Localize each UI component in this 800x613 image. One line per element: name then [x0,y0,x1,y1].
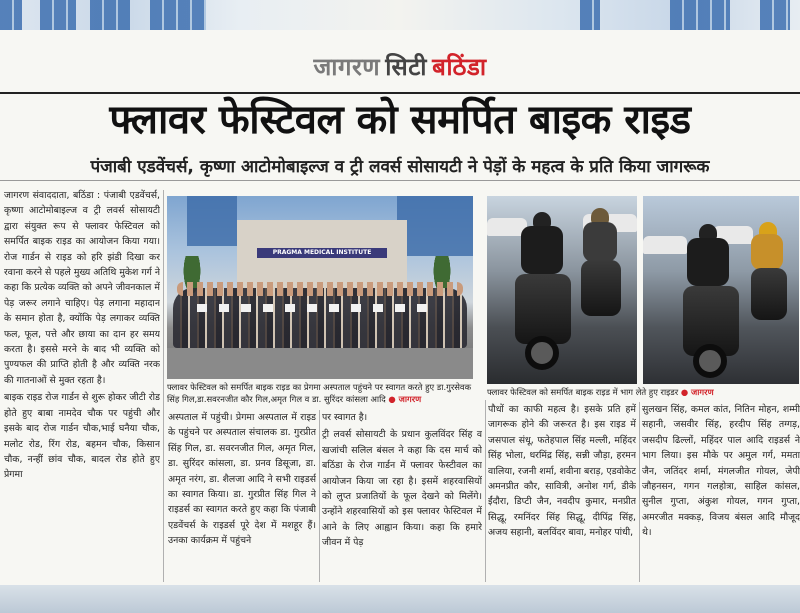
building-windows [40,0,76,30]
article-paragraph: ट्री लवर्स सोसायटी के प्रधान कुलविंदर सिंह व खजांची सलिल बंसल ने कहा कि दस मार्च को बठिंडा के रोज गार्डन में फ्लावर फेस्टीवल का आयोजन किया जा रहा है। इसमें शहरवासियों को लुप्त प्रजातियों के फूल देखने को मिलेंगे। उन्होंने शहरवासियों को इस फ्लावर फेस्टिवल में आने के लिए आह्वान किया। कहा कि हमारे जीवन में पेड़ [322,429,482,549]
article-column-5 [642,402,800,585]
column-divider [639,402,640,582]
photo-building [187,196,237,246]
rider-body [521,226,563,274]
motorcycle [581,260,621,316]
photo-car [643,236,687,254]
masthead-jagran: जागरण [313,53,381,81]
article-paragraph: पर स्वागत है। [322,412,368,423]
masthead [0,50,800,83]
caption-credit: ● जागरण [680,387,714,397]
background-building-strip [0,0,800,30]
article-column-2 [168,410,316,585]
rider-body [687,238,729,286]
photo-placards [197,304,437,312]
newspaper-clipping [0,30,800,585]
photo-building [397,196,473,256]
photo-faces [177,282,463,296]
motorcycle-wheel [525,336,559,370]
rider-body [583,222,617,262]
column-divider [163,190,164,582]
building-windows [0,0,22,30]
masthead-city-name: बठिंडा [432,53,487,81]
photo-ground [167,348,473,379]
article-column-1 [0,188,160,585]
rider-photo-2 [643,196,799,384]
rider-body [751,234,783,270]
article-paragraph: जागरण संवाददाता, बठिंडा : पंजाबी एडवेंचर्स, कृष्णा आटोमोबाइल्ज व ट्री लवर्स सोसायटी द्वारा संयुक्त रूप से फ्लावर फेस्टिवल को समर्पित बाइक राइड का आयोजन किया गया। रोज गार्डन से राइड को हरि झंडी दिखा कर रवाना करने से पहले मुख्य अतिथि मुकेश गर्ग ने कहा कि प्रत्येक व्यक्ति को अपने जीवनकाल में पेड़ जरूर लगाने चाहिए। पेड़ लगाना महादान के समान होता है, क्योंकि पेड़ लगाकर व्यक्ति फल, फूल, पत्ते और छाया का दान हर समय करता है। इससे मरने के बाद भी व्यक्ति को पुण्यफल की प्राप्ति होती है और व्यक्ति नरक की गातनाओं से मुक्त रहता है। [4,190,160,386]
rider-photo-1 [487,196,637,384]
article-column-3 [322,410,482,585]
caption-credit: ● जागरण [388,394,422,404]
background-bottom-strip [0,585,800,613]
motorcycle [751,268,787,320]
article-paragraph: सुलखन सिंह, कमल कांत, नितिन मोहन, शम्मी सहानी, जसवीर सिंह, हरदीप सिंह तग्गड़, जसदीप ढिल्लों, महिंदर पाल आदि राइडर्स ने भाग लिया। इस मौके पर अमुल गर्ग, ममता जैन, जतिंदर शर्मा, मंगलजीत गोयल, जेपी जौहनसन, गगन गलहोत्रा, साहिल कांसल, सुनील गुप्ता, अंकुश गोयल, गगन गुप्ता, अमरजीत मक्कड़, विजय बंसल आदि मौजूद थे। [642,404,800,539]
masthead-city: सिटी [385,53,428,81]
building-windows [150,0,206,30]
article-paragraph: बाइक राइड रोज गार्डन से शुरू होकर जीटी रोड होते हुए बाबा नामदेव चौक पर पहुंची और इसके बाद रोज गार्डन चौक,भाई घनैया चौक, मलोट रोड, रिंग रोड, बहमन चौक, किसान चौक, नन्हीं छांव चौक, बादल रोड होते हुए प्रेगमा [4,392,160,481]
building-windows [670,0,730,30]
article-column-4 [488,402,636,585]
motorcycle-wheel [693,344,727,378]
building-windows [90,0,130,30]
column-divider [319,410,320,582]
article-paragraph: अस्पताल में पहुंची। प्रेगमा अस्पताल में राइड के पहुंचने पर अस्पताल संचालक डा. गुरप्रीत सिंह गिल, डा. सवरनजीत गिल, अमृत गिल, डा. सुरिंदर कांसला, डा. प्रनव डिसूजा, डा. अमृत नरंग, डा. शैलजा आदि ने सभी राइडर्स का स्वागत किया। डा. गुरप्रीत सिंह गिल ने राइडर्स का स्वागत करते हुए कहा कि पंजाबी एडवेंचर्स के राइडर्स पूरे देश में मशहूर हैं। उनका कार्यक्रम में पहुंचने [168,412,316,547]
column-divider [485,400,486,582]
headline: फ्लावर फेस्टिवल को समर्पित बाइक राइड [109,97,691,143]
caption-text: फ्लावर फेस्टिवल को समर्पित बाइक राइड में भाग लेते हुए राइडर [487,387,679,397]
photo-banner: PRAGMA MEDICAL INSTITUTE [257,248,387,258]
subhead: पंजाबी एडवेंचर्स, कृष्णा आटोमोबाइल्ज व ट्री लवर्स सोसायटी ने पेड़ों के महत्व के प्रति किया जागरूक [90,157,710,177]
subhead-rule [0,180,800,181]
rider-photo-caption [487,386,799,398]
photo-crowd [173,288,467,348]
motorcycle [515,274,571,344]
building-windows [580,0,600,30]
group-photo-caption [167,381,473,405]
caption-text: फ्लावर फेस्टिवल को समर्पित बाइक राइड का प्रेगमा अस्पताल पहुंचने पर स्वागत करते हुए डा.गुरसेवक सिंह गिल,डा.सवरनजीत कौर गिल,अमृत गिल व डा. सुरिंदर कांसला आदि [167,382,472,404]
building-windows [760,0,790,30]
article-paragraph: पौधों का काफी महत्व है। इसके प्रति हमें जागरूक होने की जरूरत है। इस राइड में जसपाल संधू, फतेहपाल सिंह मल्ली, महिंदर सिंह भोला, धरमिंद्र सिंह, सन्नी जौड़ा, हरमन वालिया, रजनी शर्मा, शवीना बराड़, एडवोकेट अमनप्रीत कौर, सावित्री, अनोश गर्ग, डीके ईंदौरा, डिप्टी जैन, नवदीप कुमार, मनप्रीत सिद्धू, रमनिंदर सिंह सिद्धू, दीपिंद्र सिंह, अजय सहानी, बलविंदर बावा, मनोहर पांधी, [488,404,636,539]
group-photo [167,196,473,379]
